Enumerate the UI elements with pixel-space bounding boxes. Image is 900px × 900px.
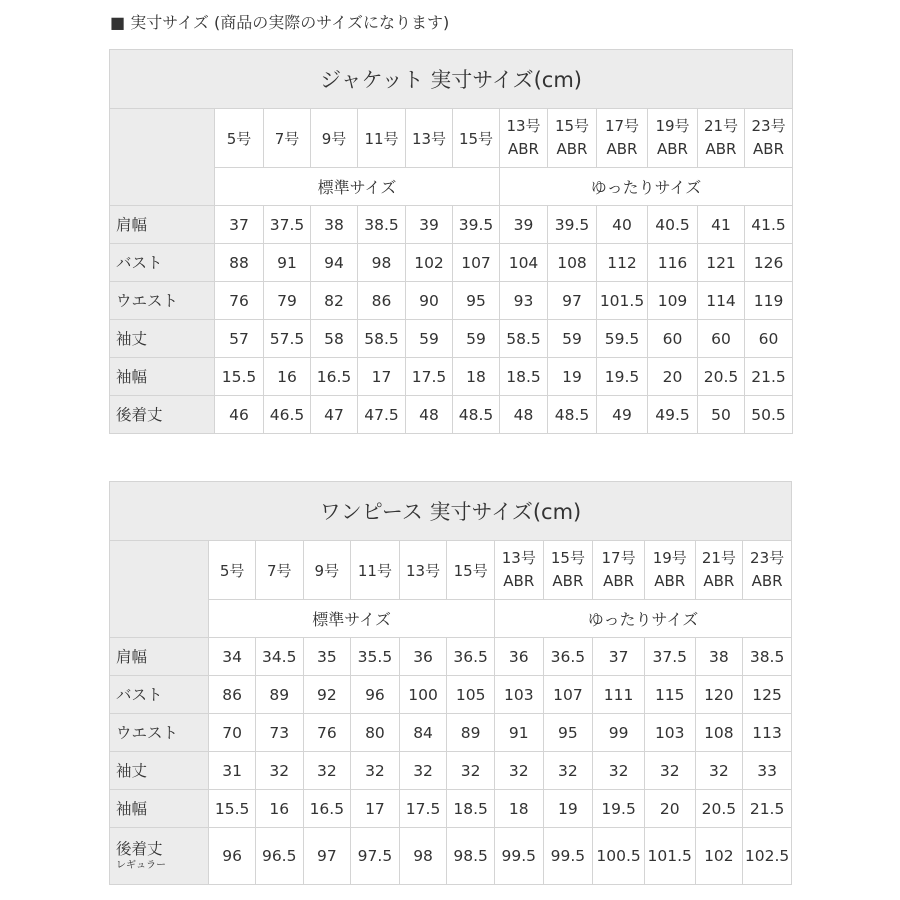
measurement-value: 41 xyxy=(698,206,745,244)
measurement-value: 96 xyxy=(351,676,400,714)
size-type: ABR xyxy=(751,572,783,590)
measurement-value: 35.5 xyxy=(351,638,400,676)
measurement-value: 32 xyxy=(399,752,447,790)
measurement-value: 38 xyxy=(695,638,743,676)
measurement-value: 112 xyxy=(597,244,648,282)
measurement-value: 32 xyxy=(543,752,593,790)
row-label xyxy=(110,206,215,244)
measurement-value: 34.5 xyxy=(255,638,303,676)
measurement-value: 95 xyxy=(453,282,500,320)
table-row xyxy=(110,828,792,885)
measurement-value: 37.5 xyxy=(644,638,695,676)
size-number: 9号 xyxy=(321,129,347,148)
table-row xyxy=(110,244,793,282)
measurement-value: 47 xyxy=(311,396,358,434)
measurement-value: 36 xyxy=(399,638,447,676)
row-label xyxy=(110,396,215,434)
row-label xyxy=(110,638,209,676)
measurement-note: レギュラー xyxy=(116,860,166,871)
size-type: ABR xyxy=(552,572,584,590)
measurement-value: 121 xyxy=(698,244,745,282)
size-header-cell xyxy=(593,541,645,600)
size-type: ABR xyxy=(753,140,785,158)
size-type: ABR xyxy=(606,140,638,158)
measurement-value: 57 xyxy=(215,320,264,358)
row-label xyxy=(110,752,209,790)
measurement-value: 59 xyxy=(548,320,597,358)
measurement-value: 16 xyxy=(255,790,303,828)
measurement-value: 17.5 xyxy=(399,790,447,828)
measurement-name: 袖幅 xyxy=(116,799,148,818)
measurement-value: 20 xyxy=(644,790,695,828)
measurement-value: 86 xyxy=(358,282,406,320)
size-header-cell xyxy=(264,109,311,168)
measurement-value: 115 xyxy=(644,676,695,714)
measurement-name: 袖丈 xyxy=(116,761,148,780)
measurement-value: 59 xyxy=(406,320,453,358)
measurement-value: 113 xyxy=(743,714,792,752)
standard-size-label: 標準サイズ xyxy=(215,168,500,206)
measurement-name: 肩幅 xyxy=(116,215,148,234)
size-number: 15号 xyxy=(453,561,488,580)
measurement-value: 48 xyxy=(406,396,453,434)
measurement-value: 58.5 xyxy=(358,320,406,358)
measurement-value: 20.5 xyxy=(698,358,745,396)
row-label xyxy=(110,714,209,752)
table-title: ジャケット 実寸サイズ(cm) xyxy=(110,50,793,109)
size-number: 23号 xyxy=(751,117,786,135)
measurement-value: 31 xyxy=(209,752,256,790)
size-number: 7号 xyxy=(266,561,292,580)
size-header-row xyxy=(110,541,792,600)
measurement-value: 58 xyxy=(311,320,358,358)
table-title-row xyxy=(110,50,793,109)
measurement-value: 36.5 xyxy=(447,638,495,676)
measurement-value: 86 xyxy=(209,676,256,714)
measurement-value: 49.5 xyxy=(648,396,698,434)
measurement-name: 袖幅 xyxy=(116,367,148,386)
row-label xyxy=(110,676,209,714)
measurement-value: 20.5 xyxy=(695,790,743,828)
measurement-value: 91 xyxy=(264,244,311,282)
measurement-value: 32 xyxy=(303,752,351,790)
measurement-value: 126 xyxy=(745,244,793,282)
size-number: 17号 xyxy=(601,549,636,567)
size-number: 15号 xyxy=(554,117,590,135)
page-heading: ■ 実寸サイズ (商品の実際のサイズになります) xyxy=(110,13,450,32)
measurement-value: 32 xyxy=(695,752,743,790)
size-header-cell xyxy=(543,541,593,600)
measurement-value: 102 xyxy=(695,828,743,885)
measurement-value: 49 xyxy=(597,396,648,434)
size-type: ABR xyxy=(503,572,535,590)
measurement-value: 88 xyxy=(215,244,264,282)
measurement-value: 99.5 xyxy=(494,828,543,885)
measurement-value: 20 xyxy=(648,358,698,396)
measurement-value: 40.5 xyxy=(648,206,698,244)
size-number: 11号 xyxy=(364,129,399,148)
size-number: 13号 xyxy=(506,117,541,135)
measurement-value: 57.5 xyxy=(264,320,311,358)
table-row xyxy=(110,396,793,434)
size-header-cell xyxy=(500,109,548,168)
size-header-cell xyxy=(311,109,358,168)
dress-size-table xyxy=(109,481,792,885)
measurement-value: 80 xyxy=(351,714,400,752)
measurement-value: 101.5 xyxy=(597,282,648,320)
measurement-value: 98 xyxy=(399,828,447,885)
measurement-value: 32 xyxy=(494,752,543,790)
measurement-value: 16.5 xyxy=(303,790,351,828)
relaxed-size-label: ゆったりサイズ xyxy=(494,600,791,638)
measurement-value: 19 xyxy=(548,358,597,396)
size-header-row xyxy=(110,109,793,168)
measurement-value: 37 xyxy=(593,638,645,676)
measurement-name: ウエスト xyxy=(116,723,179,742)
size-number: 19号 xyxy=(652,549,687,567)
measurement-value: 18 xyxy=(494,790,543,828)
measurement-value: 114 xyxy=(698,282,745,320)
measurement-value: 107 xyxy=(543,676,593,714)
size-type: ABR xyxy=(556,140,588,158)
size-number: 9号 xyxy=(314,561,340,580)
measurement-name: バスト xyxy=(116,253,163,272)
measurement-name: 袖丈 xyxy=(116,329,148,348)
measurement-value: 37.5 xyxy=(264,206,311,244)
measurement-value: 38.5 xyxy=(358,206,406,244)
measurement-value: 32 xyxy=(593,752,645,790)
table-title-row xyxy=(110,482,792,541)
measurement-value: 36.5 xyxy=(543,638,593,676)
measurement-value: 125 xyxy=(743,676,792,714)
measurement-value: 32 xyxy=(447,752,495,790)
row-label xyxy=(110,282,215,320)
measurement-value: 111 xyxy=(593,676,645,714)
size-type: ABR xyxy=(703,572,735,590)
measurement-value: 38 xyxy=(311,206,358,244)
measurement-value: 17 xyxy=(351,790,400,828)
measurement-value: 59.5 xyxy=(597,320,648,358)
size-header-cell xyxy=(303,541,351,600)
measurement-value: 21.5 xyxy=(745,358,793,396)
table-title: ワンピース 実寸サイズ(cm) xyxy=(110,482,792,541)
row-label xyxy=(110,244,215,282)
measurement-value: 90 xyxy=(406,282,453,320)
measurement-value: 96.5 xyxy=(255,828,303,885)
size-number: 15号 xyxy=(550,549,585,567)
measurement-value: 58.5 xyxy=(500,320,548,358)
size-number: 13号 xyxy=(501,549,536,567)
measurement-value: 76 xyxy=(215,282,264,320)
size-header-cell xyxy=(644,541,695,600)
measurement-value: 93 xyxy=(500,282,548,320)
measurement-value: 100 xyxy=(399,676,447,714)
measurement-value: 120 xyxy=(695,676,743,714)
measurement-value: 102.5 xyxy=(743,828,792,885)
corner-cell xyxy=(110,541,209,638)
measurement-value: 19 xyxy=(543,790,593,828)
measurement-value: 109 xyxy=(648,282,698,320)
measurement-value: 119 xyxy=(745,282,793,320)
measurement-value: 82 xyxy=(311,282,358,320)
measurement-value: 33 xyxy=(743,752,792,790)
size-header-cell xyxy=(447,541,495,600)
measurement-value: 32 xyxy=(255,752,303,790)
table-row xyxy=(110,320,793,358)
measurement-value: 32 xyxy=(644,752,695,790)
measurement-name: ウエスト xyxy=(116,291,179,310)
size-number: 15号 xyxy=(458,129,494,148)
measurement-value: 60 xyxy=(745,320,793,358)
table-row xyxy=(110,790,792,828)
measurement-value: 99 xyxy=(593,714,645,752)
table-row xyxy=(110,714,792,752)
measurement-value: 48 xyxy=(500,396,548,434)
measurement-value: 76 xyxy=(303,714,351,752)
measurement-value: 48.5 xyxy=(453,396,500,434)
size-header-cell xyxy=(745,109,793,168)
measurement-value: 103 xyxy=(644,714,695,752)
measurement-value: 21.5 xyxy=(743,790,792,828)
measurement-value: 101.5 xyxy=(644,828,695,885)
measurement-name: 後着丈 xyxy=(116,405,163,424)
measurement-value: 89 xyxy=(447,714,495,752)
measurement-value: 94 xyxy=(311,244,358,282)
measurement-value: 116 xyxy=(648,244,698,282)
measurement-value: 48.5 xyxy=(548,396,597,434)
relaxed-size-label: ゆったりサイズ xyxy=(500,168,793,206)
table-row xyxy=(110,752,792,790)
measurement-value: 97.5 xyxy=(351,828,400,885)
measurement-value: 17.5 xyxy=(406,358,453,396)
measurement-value: 98 xyxy=(358,244,406,282)
measurement-value: 92 xyxy=(303,676,351,714)
size-number: 21号 xyxy=(701,549,736,567)
size-header-cell xyxy=(399,541,447,600)
measurement-value: 38.5 xyxy=(743,638,792,676)
jacket-size-table xyxy=(109,49,793,434)
row-label xyxy=(110,828,209,885)
measurement-value: 73 xyxy=(255,714,303,752)
size-type: ABR xyxy=(657,140,688,158)
measurement-value: 46 xyxy=(215,396,264,434)
size-type: ABR xyxy=(654,572,686,590)
measurement-value: 34 xyxy=(209,638,256,676)
measurement-value: 18 xyxy=(453,358,500,396)
size-number: 5号 xyxy=(226,129,252,148)
size-header-cell xyxy=(351,541,400,600)
measurement-value: 15.5 xyxy=(215,358,264,396)
measurement-value: 18.5 xyxy=(447,790,495,828)
measurement-value: 91 xyxy=(494,714,543,752)
measurement-value: 47.5 xyxy=(358,396,406,434)
table-row xyxy=(110,282,793,320)
measurement-value: 16.5 xyxy=(311,358,358,396)
measurement-value: 39.5 xyxy=(548,206,597,244)
table-row xyxy=(110,638,792,676)
measurement-value: 103 xyxy=(494,676,543,714)
measurement-value: 39 xyxy=(406,206,453,244)
measurement-value: 36 xyxy=(494,638,543,676)
measurement-value: 37 xyxy=(215,206,264,244)
size-header-cell xyxy=(406,109,453,168)
measurement-value: 95 xyxy=(543,714,593,752)
measurement-value: 35 xyxy=(303,638,351,676)
measurement-value: 60 xyxy=(648,320,698,358)
size-number: 19号 xyxy=(655,117,690,135)
size-header-cell xyxy=(548,109,597,168)
size-header-cell xyxy=(648,109,698,168)
measurement-value: 59 xyxy=(453,320,500,358)
size-number: 5号 xyxy=(219,561,245,580)
category-row xyxy=(110,600,792,638)
size-header-cell xyxy=(597,109,648,168)
row-label xyxy=(110,320,215,358)
measurement-value: 18.5 xyxy=(500,358,548,396)
size-header-cell xyxy=(209,541,256,600)
measurement-value: 19.5 xyxy=(597,358,648,396)
size-header-cell xyxy=(698,109,745,168)
size-number: 23号 xyxy=(750,549,785,567)
size-number: 13号 xyxy=(411,129,447,148)
size-type: ABR xyxy=(603,572,635,590)
table-row xyxy=(110,358,793,396)
measurement-value: 32 xyxy=(351,752,400,790)
measurement-value: 50 xyxy=(698,396,745,434)
measurement-value: 98.5 xyxy=(447,828,495,885)
measurement-value: 99.5 xyxy=(543,828,593,885)
measurement-value: 40 xyxy=(597,206,648,244)
measurement-value: 104 xyxy=(500,244,548,282)
size-header-cell xyxy=(453,109,500,168)
size-header-cell xyxy=(695,541,743,600)
measurement-value: 19.5 xyxy=(593,790,645,828)
size-header-cell xyxy=(358,109,406,168)
size-number: 17号 xyxy=(604,117,640,135)
row-label xyxy=(110,358,215,396)
measurement-value: 102 xyxy=(406,244,453,282)
size-type: ABR xyxy=(508,140,539,158)
measurement-name: 肩幅 xyxy=(116,647,148,666)
size-header-cell xyxy=(215,109,264,168)
measurement-value: 108 xyxy=(695,714,743,752)
measurement-value: 97 xyxy=(548,282,597,320)
size-number: 13号 xyxy=(406,561,441,580)
measurement-value: 50.5 xyxy=(745,396,793,434)
size-number: 7号 xyxy=(274,129,300,148)
measurement-name: バスト xyxy=(116,685,163,704)
measurement-name: 後着丈 xyxy=(116,840,163,858)
size-header-cell xyxy=(743,541,792,600)
size-number: 21号 xyxy=(703,117,739,135)
measurement-value: 89 xyxy=(255,676,303,714)
corner-cell xyxy=(110,109,215,206)
size-type: ABR xyxy=(705,140,737,158)
standard-size-label: 標準サイズ xyxy=(209,600,495,638)
measurement-value: 107 xyxy=(453,244,500,282)
measurement-value: 105 xyxy=(447,676,495,714)
measurement-value: 17 xyxy=(358,358,406,396)
measurement-value: 100.5 xyxy=(593,828,645,885)
measurement-value: 15.5 xyxy=(209,790,256,828)
table-row xyxy=(110,676,792,714)
measurement-value: 16 xyxy=(264,358,311,396)
size-number: 11号 xyxy=(357,561,392,580)
size-header-cell xyxy=(255,541,303,600)
size-header-cell xyxy=(494,541,543,600)
measurement-value: 97 xyxy=(303,828,351,885)
table-row xyxy=(110,206,793,244)
row-label xyxy=(110,790,209,828)
measurement-value: 108 xyxy=(548,244,597,282)
measurement-value: 41.5 xyxy=(745,206,793,244)
measurement-value: 79 xyxy=(264,282,311,320)
measurement-value: 39.5 xyxy=(453,206,500,244)
measurement-value: 96 xyxy=(209,828,256,885)
measurement-value: 60 xyxy=(698,320,745,358)
measurement-value: 70 xyxy=(209,714,256,752)
measurement-value: 46.5 xyxy=(264,396,311,434)
measurement-value: 39 xyxy=(500,206,548,244)
measurement-value: 84 xyxy=(399,714,447,752)
